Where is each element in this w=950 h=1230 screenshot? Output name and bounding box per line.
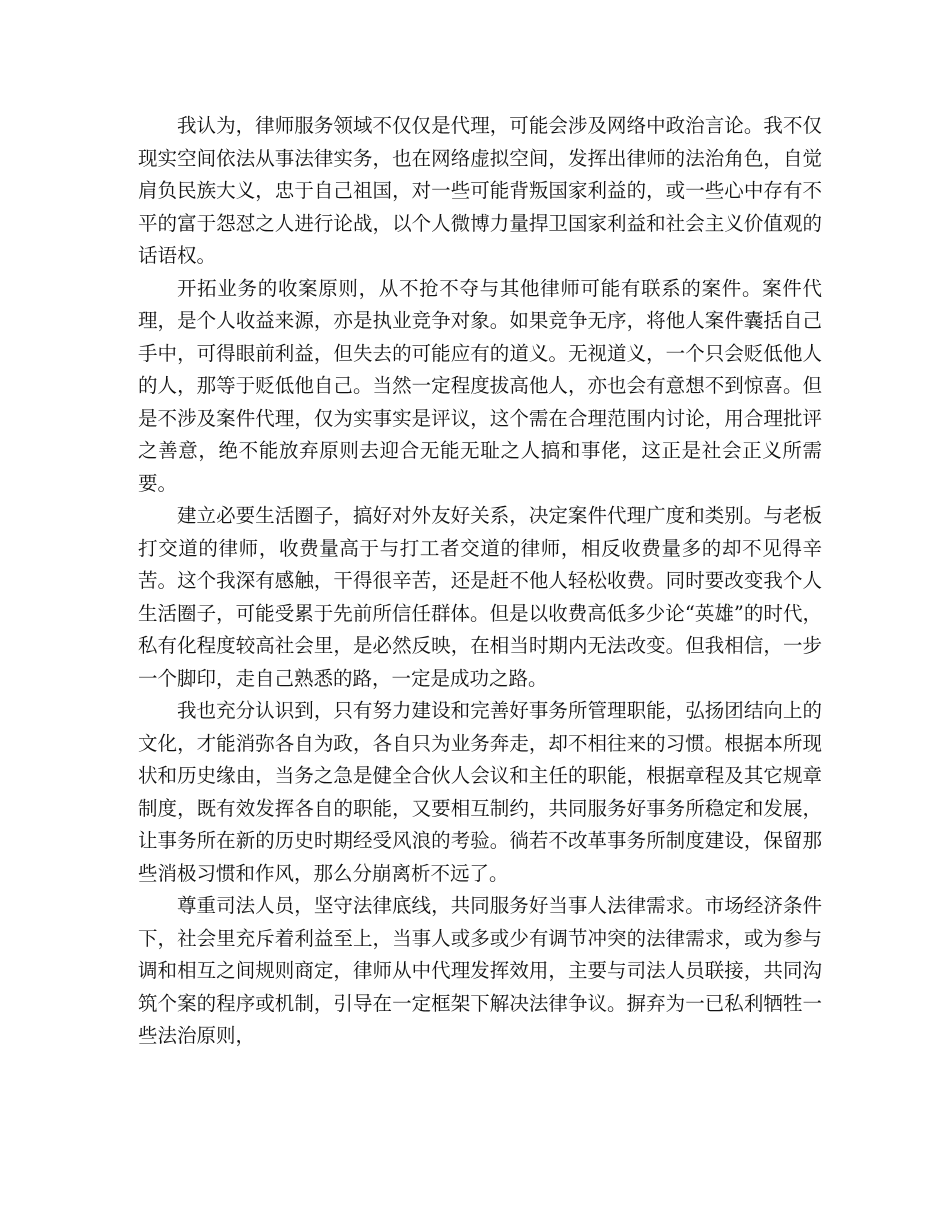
paragraph-firm-management: 我也充分认识到，只有努力建设和完善好事务所管理职能，弘扬团结向上的文化，才能消弥各自为政，各自只为业务奔走，却不相往来的习惯。根据本所现状和历史缘由，当务之急是健全合伙人会议和主任的职能，根据章程及其它规章制度，既有效发挥各自的职能，又要相互制约，共同服务好事务所稳定和发展，让事务所在新的历史时期经受风浪的考验。徜若不改革事务所制度建设，保留那些消极习惯和作风，那么分崩离析不远了。: [138, 699, 822, 885]
paragraph-social-circle: 建立必要生活圈子，搞好对外友好关系，决定案件代理广度和类别。与老板打交道的律师，收费量高于与打工者交道的律师，相反收费量多的却不见得辛苦。这个我深有感触，干得很辛苦，还是赶不他人轻松收费。同时要改变我个人生活圈子，可能受累于先前所信任群体。但是以收费高低多少论“英雄”的时代，私有化程度较高社会里，是必然反映，在相当时期内无法改变。但我相信，一步一个脚印，走自己熟悉的路，一定是成功之路。: [138, 504, 822, 690]
paragraph-online-advocacy: 我认为，律师服务领域不仅仅是代理，可能会涉及网络中政治言论。我不仅现实空间依法从事法律实务，也在网络虚拟空间，发挥出律师的法治角色，自觉肩负民族大义，忠于自己祖国，对一些可能背叛国家利益的，或一些心中存有不平的富于怨怼之人进行论战，以个人微博力量捍卫国家利益和社会主义价值观的话语权。: [138, 114, 822, 267]
document-page: [138, 110, 822, 1053]
paragraph-judicial-respect: 尊重司法人员，坚守法律底线，共同服务好当事人法律需求。市场经济条件下，社会里充斥着利益至上，当事人或多或少有调节冲突的法律需求，或为参与调和相互之间规则商定，律师从中代理发挥效用，主要与司法人员联接，共同沟筑个案的程序或机制，引导在一定框架下解决法律争议。摒弃为一已私利牺牲一些法治原则，: [138, 894, 822, 1047]
paragraph-case-acceptance-principle: 开拓业务的收案原则，从不抢不夺与其他律师可能有联系的案件。案件代理，是个人收益来源，亦是执业竞争对象。如果竞争无序，将他人案件囊括自己手中，可得眼前利益，但失去的可能应有的道义。无视道义，一个只会贬低他人的人，那等于贬低他自己。当然一定程度拔高他人，亦也会有意想不到惊喜。但是不涉及案件代理，仅为实事实是评议，这个需在合理范围内讨论，用合理批评之善意，绝不能放弃原则去迎合无能无耻之人搞和事佬，这正是社会正义所需要。: [138, 276, 822, 495]
